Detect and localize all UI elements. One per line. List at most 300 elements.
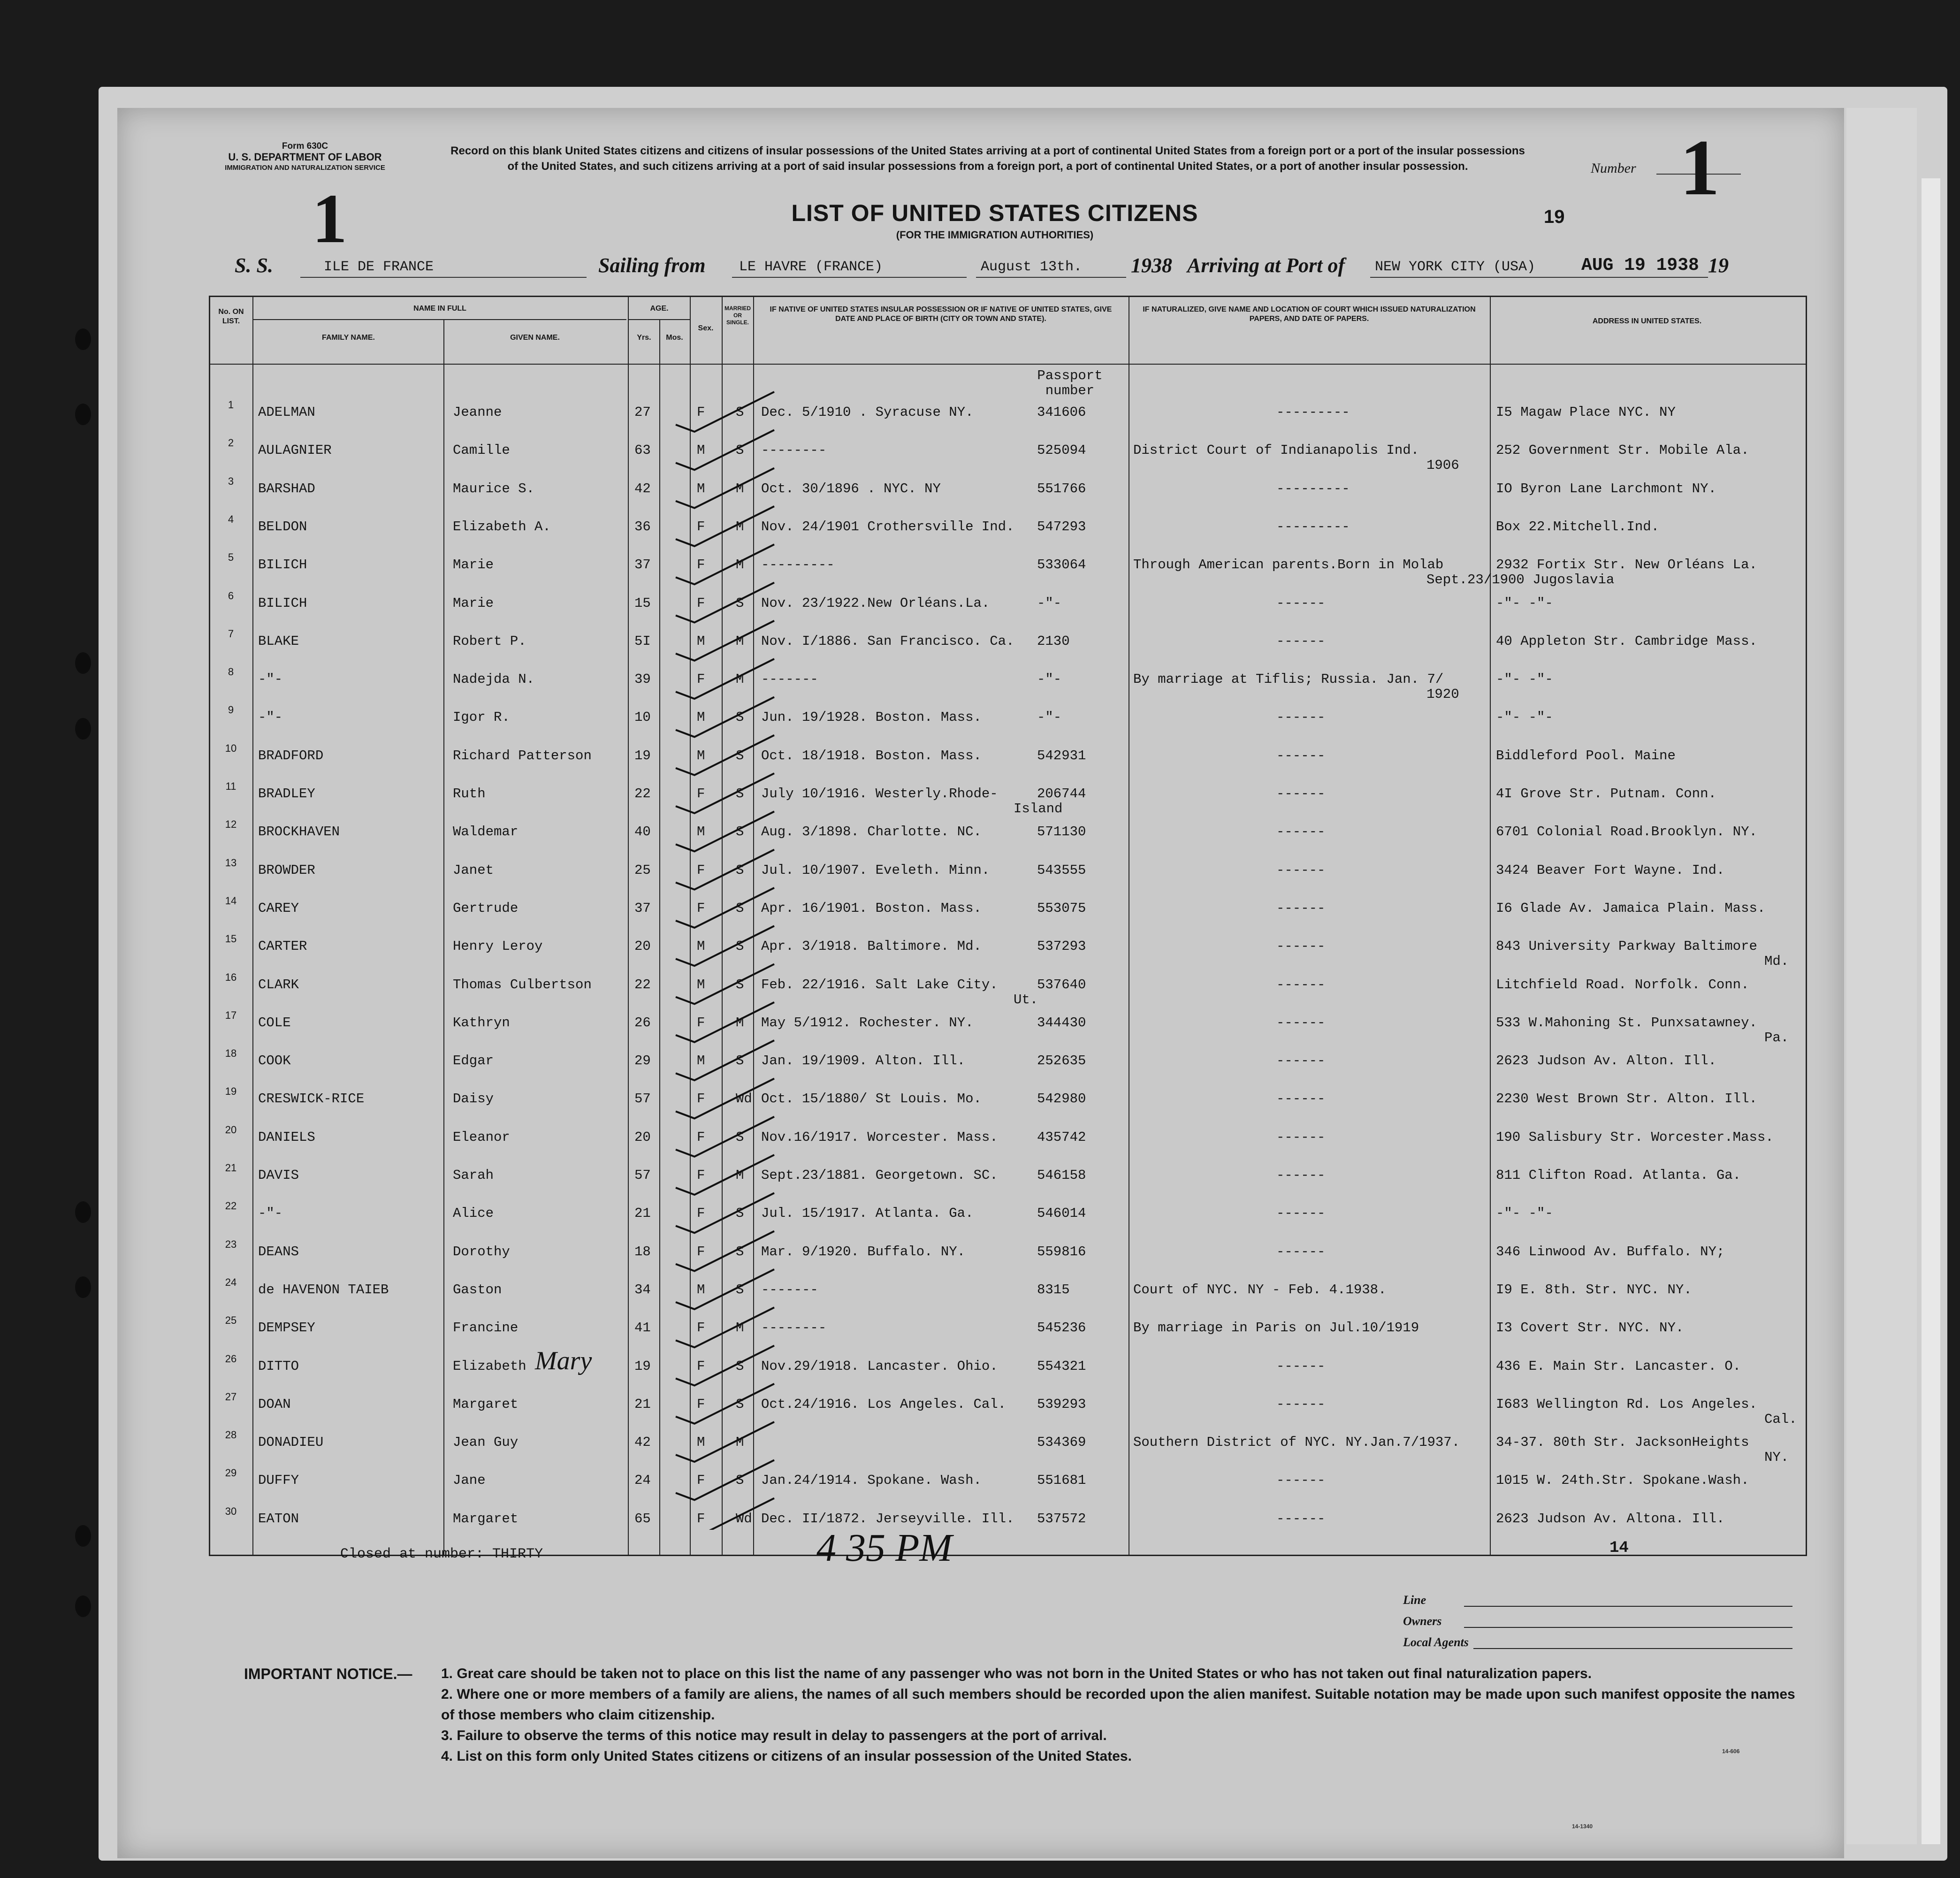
cell-age: 25 — [634, 862, 651, 878]
row-number: 24 — [225, 1276, 237, 1288]
cell-passport: 537293 — [1037, 939, 1086, 954]
arriving-label: Arriving at Port of — [1187, 254, 1345, 277]
cell-age: 34 — [634, 1282, 651, 1298]
cell-age: 41 — [634, 1320, 651, 1336]
cell-given: Eleanor — [453, 1129, 510, 1145]
cell-birth: Oct. 15/1880/ St Louis. Mo. — [761, 1091, 982, 1107]
cell-sex: M — [697, 443, 705, 458]
cell-family: BILICH — [258, 595, 307, 611]
cell-naturalized: ------ — [1276, 1091, 1326, 1107]
cell-family: BROWDER — [258, 862, 315, 878]
cell-address: Litchfield Road. Norfolk. Conn. — [1496, 977, 1749, 992]
side-line-owners: Owners — [1403, 1614, 1442, 1628]
cell-address: 2623 Judson Av. Alton. Ill. — [1496, 1053, 1716, 1069]
cell-passport: 546014 — [1037, 1206, 1086, 1221]
cell-family: BLAKE — [258, 633, 299, 649]
cell-family: CARTER — [258, 939, 307, 954]
signature-time: 4 35 PM — [816, 1526, 953, 1570]
cell-sex: F — [697, 557, 705, 573]
row-number: 17 — [225, 1009, 237, 1021]
cell-ms: M — [736, 481, 744, 496]
department: U. S. DEPARTMENT OF LABOR — [228, 151, 382, 163]
cell-address: -"- -"- — [1496, 672, 1553, 687]
cell-given: Francine — [453, 1320, 519, 1336]
cell-birth: Jan. 19/1909. Alton. Ill. — [761, 1053, 966, 1069]
cell-ms: S — [736, 1244, 744, 1260]
cell-age: 5I — [634, 633, 651, 649]
cell-given: Marie — [453, 595, 494, 611]
print-code: 14-606 — [1722, 1748, 1740, 1755]
cell-given: Alice — [453, 1206, 494, 1221]
check-mark — [676, 1422, 774, 1462]
page-subtitle: (FOR THE IMMIGRATION AUTHORITIES) — [896, 229, 1094, 241]
cell-passport: 534369 — [1037, 1435, 1086, 1450]
cell-family: -"- — [258, 672, 283, 687]
cell-given: Jean Guy — [453, 1435, 519, 1450]
cell-address: 843 University Parkway Baltimore — [1496, 939, 1757, 954]
cell-given: Igor R. — [453, 710, 510, 725]
cell-given: Ruth — [453, 786, 486, 802]
cell-address: 252 Government Str. Mobile Ala. — [1496, 443, 1749, 458]
fill-line — [300, 277, 587, 278]
fill-line — [1370, 277, 1708, 278]
cell-given: Maurice S. — [453, 481, 535, 496]
cell-birth: Nov. 23/1922.New Orléans.La. — [761, 595, 990, 611]
cell-family: BELDON — [258, 519, 307, 534]
cell-ms: M — [736, 633, 744, 649]
arrival-stamp: AUG 19 1938 — [1581, 255, 1699, 275]
cell-sex: F — [697, 1396, 705, 1412]
cell-age: 37 — [634, 557, 651, 573]
cell-sex: M — [697, 939, 705, 954]
fill-line — [1464, 1627, 1792, 1628]
cell-address: I6 Glade Av. Jamaica Plain. Mass. — [1496, 900, 1766, 916]
cell-ms: S — [736, 786, 744, 802]
row-number: 15 — [225, 933, 237, 945]
binder-hole — [75, 1525, 91, 1547]
check-mark — [676, 1269, 774, 1309]
cell-address: 2623 Judson Av. Altona. Ill. — [1496, 1511, 1725, 1527]
cell-ms: S — [736, 1206, 744, 1221]
side-line-agents: Local Agents — [1403, 1635, 1469, 1649]
cell-birth: July 10/1916. Westerly.Rhode- — [761, 786, 998, 802]
cell-birth: Jun. 19/1928. Boston. Mass. — [761, 710, 982, 725]
check-mark — [676, 1040, 774, 1080]
cell-given: Thomas Culbertson — [453, 977, 592, 992]
cell-family: COLE — [258, 1015, 291, 1031]
cell-given: Henry Leroy — [453, 939, 543, 954]
cell-address: 2230 West Brown Str. Alton. Ill. — [1496, 1091, 1757, 1107]
cell-passport: 542980 — [1037, 1091, 1086, 1107]
cell-age: 42 — [634, 1435, 651, 1450]
cell-address: 346 Linwood Av. Buffalo. NY; — [1496, 1244, 1725, 1260]
arriving-port: NEW YORK CITY (USA) — [1375, 259, 1536, 275]
cell-naturalized: --------- — [1276, 405, 1350, 420]
cell-naturalized: ------ — [1276, 1358, 1326, 1374]
cell-passport: 545236 — [1037, 1320, 1086, 1336]
sailing-year: 1938 — [1131, 254, 1172, 277]
cell-sex: F — [697, 862, 705, 878]
fill-line — [976, 277, 1126, 278]
cell-passport: 553075 — [1037, 900, 1086, 916]
check-mark — [676, 1384, 774, 1424]
cell-ms: S — [736, 1396, 744, 1412]
cell-sex: M — [697, 1435, 705, 1450]
cell-naturalized: ------ — [1276, 786, 1326, 802]
cell-ms: S — [736, 1129, 744, 1145]
header-name: NAME IN FULL — [413, 305, 466, 313]
cell-ms: M — [736, 557, 744, 573]
cell-given: Richard Patterson — [453, 748, 592, 763]
cell-birth: Feb. 22/1916. Salt Lake City. — [761, 977, 998, 992]
header-native: IF NATIVE OF UNITED STATES INSULAR POSSESSION OR IF NATIVE OF UNITED STATES, GIVE DATE AND PLACE OF BIRTH (CITY OR TOWN AND STATE). — [770, 305, 1112, 323]
row-number: 28 — [225, 1429, 237, 1441]
page-edge — [1922, 178, 1940, 1844]
cell-sex: F — [697, 1473, 705, 1489]
cell-given: Marie — [453, 557, 494, 573]
binder-hole — [75, 1276, 91, 1298]
cell-family: BROCKHAVEN — [258, 824, 340, 840]
cell-ms: M — [736, 672, 744, 687]
header-no: No. ON LIST. — [218, 308, 244, 325]
header-address: ADDRESS IN UNITED STATES. — [1592, 317, 1702, 325]
cell-sex: M — [697, 824, 705, 840]
cell-family: -"- — [258, 710, 283, 725]
cell-address: 34-37. 80th Str. JacksonHeights — [1496, 1435, 1749, 1450]
cell-passport: 341606 — [1037, 405, 1086, 420]
row-number: 30 — [225, 1505, 237, 1517]
notice-item: 4. List on this form only United States citizens or citizens of an insular possession of the United States. — [441, 1748, 1132, 1764]
cell-sex: F — [697, 1320, 705, 1336]
row-number: 23 — [225, 1238, 237, 1250]
cell-address: I3 Covert Str. NYC. NY. — [1496, 1320, 1684, 1336]
cell-birth: Apr. 3/1918. Baltimore. Md. — [761, 939, 982, 954]
cell-birth2: Ut. — [1014, 992, 1038, 1008]
cell-given: Margaret — [453, 1511, 519, 1527]
cell-naturalized: ------ — [1276, 1511, 1326, 1527]
cell-birth: Apr. 16/1901. Boston. Mass. — [761, 900, 982, 916]
ship-name: ILE DE FRANCE — [324, 259, 434, 275]
handwritten-mark: 1 — [312, 180, 347, 258]
voyage-line — [235, 253, 1736, 282]
cell-sex: F — [697, 519, 705, 534]
form-number: Form 630C — [282, 141, 328, 151]
cell-address: 811 Clifton Road. Atlanta. Ga. — [1496, 1168, 1741, 1183]
cell-naturalized: Court of NYC. NY - Feb. 4.1938. — [1133, 1282, 1387, 1298]
cell-ms: S — [736, 405, 744, 420]
header-divider — [209, 364, 1806, 365]
cell-passport: -"- — [1037, 672, 1062, 687]
header-yrs: Yrs. — [637, 334, 651, 342]
row-number: 8 — [228, 666, 234, 678]
check-mark — [676, 926, 774, 966]
cell-age: 20 — [634, 1129, 651, 1145]
cell-sex: F — [697, 405, 705, 420]
cell-ms: S — [736, 1053, 744, 1069]
cell-age: 63 — [634, 443, 651, 458]
cell-age: 36 — [634, 519, 651, 534]
cell-age: 39 — [634, 672, 651, 687]
cell-sex: F — [697, 1129, 705, 1145]
cell-given: Robert P. — [453, 633, 526, 649]
cell-passport: 559816 — [1037, 1244, 1086, 1260]
sailing-date: August 13th. — [981, 259, 1083, 275]
cell-naturalized: ------ — [1276, 633, 1326, 649]
cell-address: I9 E. 8th. Str. NYC. NY. — [1496, 1282, 1692, 1298]
row-number: 1 — [228, 399, 234, 411]
cell-birth: ------- — [761, 1282, 818, 1298]
service: IMMIGRATION AND NATURALIZATION SERVICE — [225, 164, 385, 172]
cell-ms: S — [736, 595, 744, 611]
cell-given: Dorothy — [453, 1244, 510, 1260]
cell-sex: F — [697, 1358, 705, 1374]
number-value: 1 — [1680, 123, 1720, 212]
print-code: 14-1340 — [1572, 1823, 1593, 1830]
cell-family: DONADIEU — [258, 1435, 324, 1450]
cell-age: 19 — [634, 1358, 651, 1374]
row-number: 3 — [228, 475, 234, 487]
check-mark — [676, 583, 774, 623]
cell-passport: 537572 — [1037, 1511, 1086, 1527]
cell-age: 65 — [634, 1511, 651, 1527]
row-number: 14 — [225, 894, 237, 907]
cell-family: CAREY — [258, 900, 299, 916]
cell-naturalized: ------ — [1276, 1053, 1326, 1069]
cell-ms: S — [736, 939, 744, 954]
closed-at-number: Closed at number: THIRTY — [340, 1546, 543, 1562]
row-number: 13 — [225, 856, 237, 869]
cell-passport: 554321 — [1037, 1358, 1086, 1374]
row-number: 10 — [225, 742, 237, 754]
cell-age: 19 — [634, 748, 651, 763]
check-mark — [676, 1460, 774, 1500]
check-mark — [676, 392, 774, 432]
check-mark — [676, 1193, 774, 1233]
fill-line — [732, 277, 967, 278]
header-sex: Sex. — [698, 324, 714, 332]
cell-family: BARSHAD — [258, 481, 315, 496]
cell-address: -"- -"- — [1496, 1206, 1553, 1221]
cell-address2: Pa. — [1764, 1030, 1789, 1046]
row-number: 2 — [228, 437, 234, 449]
cell-naturalized: ------ — [1276, 1206, 1326, 1221]
cell-naturalized: ------ — [1276, 824, 1326, 840]
cell-passport: 344430 — [1037, 1015, 1086, 1031]
cell-family: CRESWICK-RICE — [258, 1091, 365, 1107]
sailing-label: Sailing from — [598, 254, 706, 277]
cell-ms: S — [736, 862, 744, 878]
cell-sex: F — [697, 1015, 705, 1031]
number-label: Number — [1591, 160, 1636, 176]
cell-given: Nadejda N. — [453, 672, 535, 687]
notice-label: IMPORTANT NOTICE.— — [244, 1665, 412, 1682]
cell-given: Sarah — [453, 1168, 494, 1183]
column-line — [443, 319, 444, 1555]
cell-age: 40 — [634, 824, 651, 840]
cell-ms: S — [736, 1473, 744, 1489]
row-number: 21 — [225, 1162, 237, 1174]
row-number: 20 — [225, 1123, 237, 1136]
cell-birth: ------- — [761, 672, 818, 687]
check-mark — [676, 1155, 774, 1195]
check-mark — [676, 697, 774, 737]
cell-naturalized: --------- — [1276, 481, 1350, 496]
cell-address: -"- -"- — [1496, 595, 1553, 611]
cell-birth: Mar. 9/1920. Buffalo. NY. — [761, 1244, 966, 1260]
cell-address: -"- -"- — [1496, 710, 1553, 725]
cell-naturalized: ------ — [1276, 1473, 1326, 1489]
cell-family: AULAGNIER — [258, 443, 332, 458]
cell-sex: M — [697, 977, 705, 992]
cell-address: 436 E. Main Str. Lancaster. O. — [1496, 1358, 1741, 1374]
cell-passport: 435742 — [1037, 1129, 1086, 1145]
cell-given: Janet — [453, 862, 494, 878]
check-mark — [676, 1307, 774, 1347]
cell-naturalized: ------ — [1276, 862, 1326, 878]
header-passport: Passport number — [1037, 368, 1103, 398]
row-number: 6 — [228, 589, 234, 602]
row-number: 7 — [228, 627, 234, 640]
cell-family: BRADFORD — [258, 748, 324, 763]
cell-family: ADELMAN — [258, 405, 315, 420]
cell-birth: Sept.23/1881. Georgetown. SC. — [761, 1168, 998, 1183]
cell-address: 40 Appleton Str. Cambridge Mass. — [1496, 633, 1757, 649]
cell-address: 190 Salisbury Str. Worcester.Mass. — [1496, 1129, 1774, 1145]
cell-passport: 551766 — [1037, 481, 1086, 496]
cell-birth: Nov. 24/1901 Crothersville Ind. — [761, 519, 1014, 534]
cell-age: 18 — [634, 1244, 651, 1260]
cell-birth: Nov.29/1918. Lancaster. Ohio. — [761, 1358, 998, 1374]
cell-ms: S — [736, 710, 744, 725]
cell-age: 37 — [634, 900, 651, 916]
check-mark — [676, 659, 774, 699]
header-naturalized: IF NATURALIZED, GIVE NAME AND LOCATION OF COURT WHICH ISSUED NATURALIZATION PAPERS, AND DATE OF PAPERS. — [1143, 305, 1476, 323]
cell-family: DEANS — [258, 1244, 299, 1260]
cell-family: DEMPSEY — [258, 1320, 315, 1336]
notice-items — [441, 1664, 1811, 1767]
check-mark — [676, 888, 774, 928]
cell-age: 22 — [634, 786, 651, 802]
cell-ms: S — [736, 443, 744, 458]
cell-given: Edgar — [453, 1053, 494, 1069]
cell-naturalized: District Court of Indianapolis Ind. — [1133, 443, 1419, 458]
column-line — [1490, 296, 1491, 1555]
header-married: MARRIED OR SINGLE. — [725, 305, 751, 326]
cell-age: 27 — [634, 405, 651, 420]
cell-passport: 551681 — [1037, 1473, 1086, 1489]
cell-naturalized: Through American parents.Born in Molab — [1133, 557, 1444, 573]
check-mark — [676, 1078, 774, 1118]
cell-passport: 2130 — [1037, 633, 1070, 649]
cell-birth: May 5/1912. Rochester. NY. — [761, 1015, 974, 1031]
cell-naturalized: Southern District of NYC. NY.Jan.7/1937. — [1133, 1435, 1460, 1450]
cell-sex: F — [697, 1244, 705, 1260]
instruction-text: Record on this blank United States citizens and citizens of insular possessions of the United States arriving at a port of continental United States from a foreign port or a port of the insular possessions of the United States, and such citizens arriving at a port of said insular possessions from a foreign port, a port of continental United States, or a port of another insular possession. — [450, 145, 1525, 173]
fill-line — [1464, 1606, 1792, 1607]
cell-sex: M — [697, 633, 705, 649]
cell-family: -"- — [258, 1206, 283, 1221]
cell-passport: 571130 — [1037, 824, 1086, 840]
cell-age: 24 — [634, 1473, 651, 1489]
cell-naturalized2: Sept.23/1900 Jugoslavia — [1426, 572, 1615, 588]
cell-family: DUFFY — [258, 1473, 299, 1489]
binder-hole — [75, 1596, 91, 1617]
cell-passport: -"- — [1037, 595, 1062, 611]
footer-count: 14 — [1609, 1539, 1629, 1557]
cell-address: I683 Wellington Rd. Los Angeles. — [1496, 1396, 1757, 1412]
cell-age: 20 — [634, 939, 651, 954]
cell-given: Daisy — [453, 1091, 494, 1107]
binder-hole — [75, 404, 91, 425]
cell-naturalized: ------ — [1276, 939, 1326, 954]
cell-address: IO Byron Lane Larchmont NY. — [1496, 481, 1716, 496]
cell-ms: M — [736, 519, 744, 534]
cell-birth: Jul. 15/1917. Atlanta. Ga. — [761, 1206, 974, 1221]
ss-label: S. S. — [235, 254, 273, 277]
cell-given: Waldemar — [453, 824, 519, 840]
cell-passport: 525094 — [1037, 443, 1086, 458]
cell-age: 21 — [634, 1396, 651, 1412]
cell-family: EATON — [258, 1511, 299, 1527]
cell-address: 1015 W. 24th.Str. Spokane.Wash. — [1496, 1473, 1749, 1489]
check-mark — [676, 811, 774, 851]
cell-naturalized: ------ — [1276, 710, 1326, 725]
cell-family: BRADLEY — [258, 786, 315, 802]
cell-naturalized: ------ — [1276, 900, 1326, 916]
cell-birth: Nov.16/1917. Worcester. Mass. — [761, 1129, 998, 1145]
cell-ms: M — [736, 1015, 744, 1031]
cell-address: I5 Magaw Place NYC. NY — [1496, 405, 1676, 420]
cell-ms: M — [736, 1168, 744, 1183]
cell-passport: 547293 — [1037, 519, 1086, 534]
cell-sex: M — [697, 1053, 705, 1069]
cell-family: DITTO — [258, 1358, 299, 1374]
cell-address: 2932 Fortix Str. New Orléans La. — [1496, 557, 1757, 573]
cell-age: 10 — [634, 710, 651, 725]
cell-naturalized: ------ — [1276, 977, 1326, 992]
row-number: 4 — [228, 513, 234, 525]
cell-passport: 539293 — [1037, 1396, 1086, 1412]
check-mark — [676, 621, 774, 661]
cell-naturalized: By marriage at Tiflis; Russia. Jan. 7/ — [1133, 672, 1444, 687]
row-number: 5 — [228, 551, 234, 564]
cell-sex: M — [697, 748, 705, 763]
check-mark — [676, 1231, 774, 1271]
cell-passport: 546158 — [1037, 1168, 1086, 1183]
cell-sex: M — [697, 1282, 705, 1298]
cell-address: Box 22.Mitchell.Ind. — [1496, 519, 1660, 534]
year-prefix: 19 — [1544, 206, 1565, 227]
cell-birth2: Island — [1014, 801, 1063, 817]
column-line — [659, 319, 660, 1555]
check-mark — [676, 430, 774, 470]
cell-ms: S — [736, 1282, 744, 1298]
cell-address2: NY. — [1764, 1450, 1789, 1466]
header-mos: Mos. — [666, 334, 683, 342]
row-number: 25 — [225, 1314, 237, 1327]
cell-naturalized: ------ — [1276, 748, 1326, 763]
cell-ms: S — [736, 824, 744, 840]
check-mark — [676, 1117, 774, 1157]
column-line — [252, 296, 253, 1555]
cell-address: 6701 Colonial Road.Brooklyn. NY. — [1496, 824, 1757, 840]
binder-hole — [75, 652, 91, 674]
year-suffix: 19 — [1708, 254, 1729, 277]
check-mark — [676, 1002, 774, 1042]
check-mark — [676, 506, 774, 546]
cell-given: Gaston — [453, 1282, 502, 1298]
cell-address: Biddleford Pool. Maine — [1496, 748, 1676, 763]
